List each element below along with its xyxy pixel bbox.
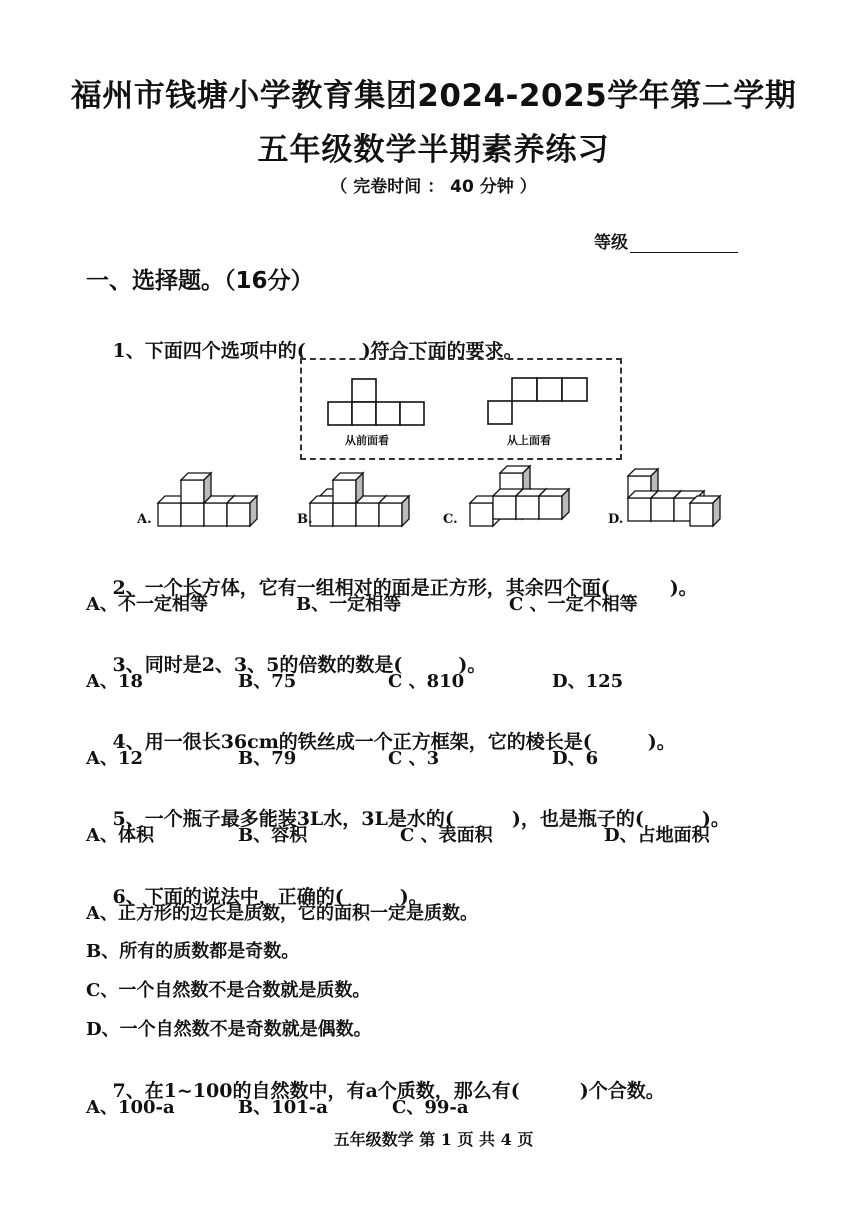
cube-front-face <box>493 496 516 519</box>
cube-front-face <box>628 498 651 521</box>
q6-stem-b: )。 <box>399 886 428 908</box>
cube-front-face <box>310 503 333 526</box>
q5-stem-c: )。 <box>701 808 730 830</box>
exam-title-line1: 福州市钱塘小学教育集团2024-2025学年第二学期 <box>70 78 797 114</box>
q2-option-b[interactable]: B、一定相等 <box>296 594 402 615</box>
cube-front-face <box>539 496 562 519</box>
choice-c-label[interactable]: C. <box>443 512 458 527</box>
q6-stem-a: 6、下面的说法中，正确的( <box>112 886 344 908</box>
cube-front-face <box>690 503 713 526</box>
q4-option-b[interactable]: B、79 <box>238 748 297 769</box>
q2-option-c[interactable]: C 、一定不相等 <box>509 594 638 615</box>
q3-stem-b: )。 <box>458 654 487 676</box>
cube-front-face <box>158 503 181 526</box>
exam-time: （ 完卷时间 ： 40 分钟 ） <box>330 177 537 197</box>
section-heading: 一、选择题。（16分） <box>86 268 314 294</box>
cube-front-face <box>333 503 356 526</box>
cube-front-face <box>516 496 539 519</box>
choice-c-figure <box>470 466 569 526</box>
q5-option-a[interactable]: A、体积 <box>86 825 154 846</box>
q2-stem-a: 2、一个长方体，它有一组相对的面是正方形，其余四个面( <box>112 577 610 599</box>
cube-front-face <box>470 503 493 526</box>
q7-option-a[interactable]: A、100-a <box>86 1097 175 1118</box>
choice-a-figure <box>158 473 257 526</box>
grade-label: 等级 <box>594 233 628 253</box>
choice-d-label[interactable]: D. <box>608 512 624 527</box>
choice-b-label[interactable]: B. <box>297 512 313 527</box>
choice-a-label[interactable]: A. <box>137 512 152 527</box>
top-view-figure <box>488 378 587 424</box>
choice-d-figure <box>628 469 720 526</box>
q3-option-b[interactable]: B、75 <box>238 671 297 692</box>
q2-option-a[interactable]: A、不一定相等 <box>86 594 208 615</box>
q3-stem-a: 3、同时是2、3、5的倍数的数是( <box>112 654 403 676</box>
q1-stem-a: 1、下面四个选项中的( <box>112 340 306 362</box>
q6-option-d[interactable]: D、一个自然数不是奇数就是偶数。 <box>86 1019 372 1040</box>
q4-option-c[interactable]: C 、3 <box>388 748 440 769</box>
q6-option-b[interactable]: B、所有的质数都是奇数。 <box>86 941 300 962</box>
front-view-figure <box>328 379 424 425</box>
cube-front-face <box>651 498 674 521</box>
exam-title-line2: 五年级数学半期素养练习 <box>257 132 610 168</box>
q4-stem-b: )。 <box>647 731 676 753</box>
q5-option-d[interactable]: D、占地面积 <box>604 825 710 846</box>
q4-option-a[interactable]: A、12 <box>86 748 144 769</box>
cube-front-face <box>227 503 250 526</box>
q5-stem-b: )，也是瓶子的( <box>511 808 644 830</box>
q7-stem-b: )个合数。 <box>579 1080 665 1102</box>
q3-option-a[interactable]: A、18 <box>86 671 144 692</box>
q5-option-c[interactable]: C 、表面积 <box>400 825 493 846</box>
top-view-caption: 从上面看 <box>507 434 551 447</box>
cube-front-face <box>181 503 204 526</box>
q3-option-c[interactable]: C 、810 <box>388 671 465 692</box>
q7-option-c[interactable]: C、99-a <box>392 1097 469 1118</box>
q6-option-c[interactable]: C、一个自然数不是合数就是质数。 <box>86 980 371 1001</box>
q7-stem-a: 7、在1~100的自然数中，有a个质数，那么有( <box>112 1080 520 1102</box>
q1-figures <box>0 0 867 540</box>
q6-option-a[interactable]: A、正方形的边长是质数，它的面积一定是质数。 <box>86 903 478 924</box>
q5-option-b[interactable]: B、容积 <box>238 825 308 846</box>
cube-front-face <box>379 503 402 526</box>
q1-stem-b: )符合下面的要求。 <box>361 340 523 362</box>
cube-front-face <box>181 480 204 503</box>
cube-front-face <box>356 503 379 526</box>
q4-option-d[interactable]: D、6 <box>552 748 599 769</box>
choice-b-figure <box>310 473 409 526</box>
cube-front-face <box>204 503 227 526</box>
page-footer: 五年级数学 第 1 页 共 4 页 <box>333 1130 534 1149</box>
q5-stem-a: 5、一个瓶子最多能装3L水，3L是水的( <box>112 808 454 830</box>
q3-option-d[interactable]: D、125 <box>552 671 624 692</box>
front-view-caption: 从前面看 <box>345 434 389 447</box>
cube-front-face <box>333 480 356 503</box>
q2-stem-b: )。 <box>669 577 698 599</box>
q7-option-b[interactable]: B、101-a <box>238 1097 328 1118</box>
q4-stem-a: 4、用一很长36cm的铁丝成一个正方框架，它的棱长是( <box>112 731 592 753</box>
